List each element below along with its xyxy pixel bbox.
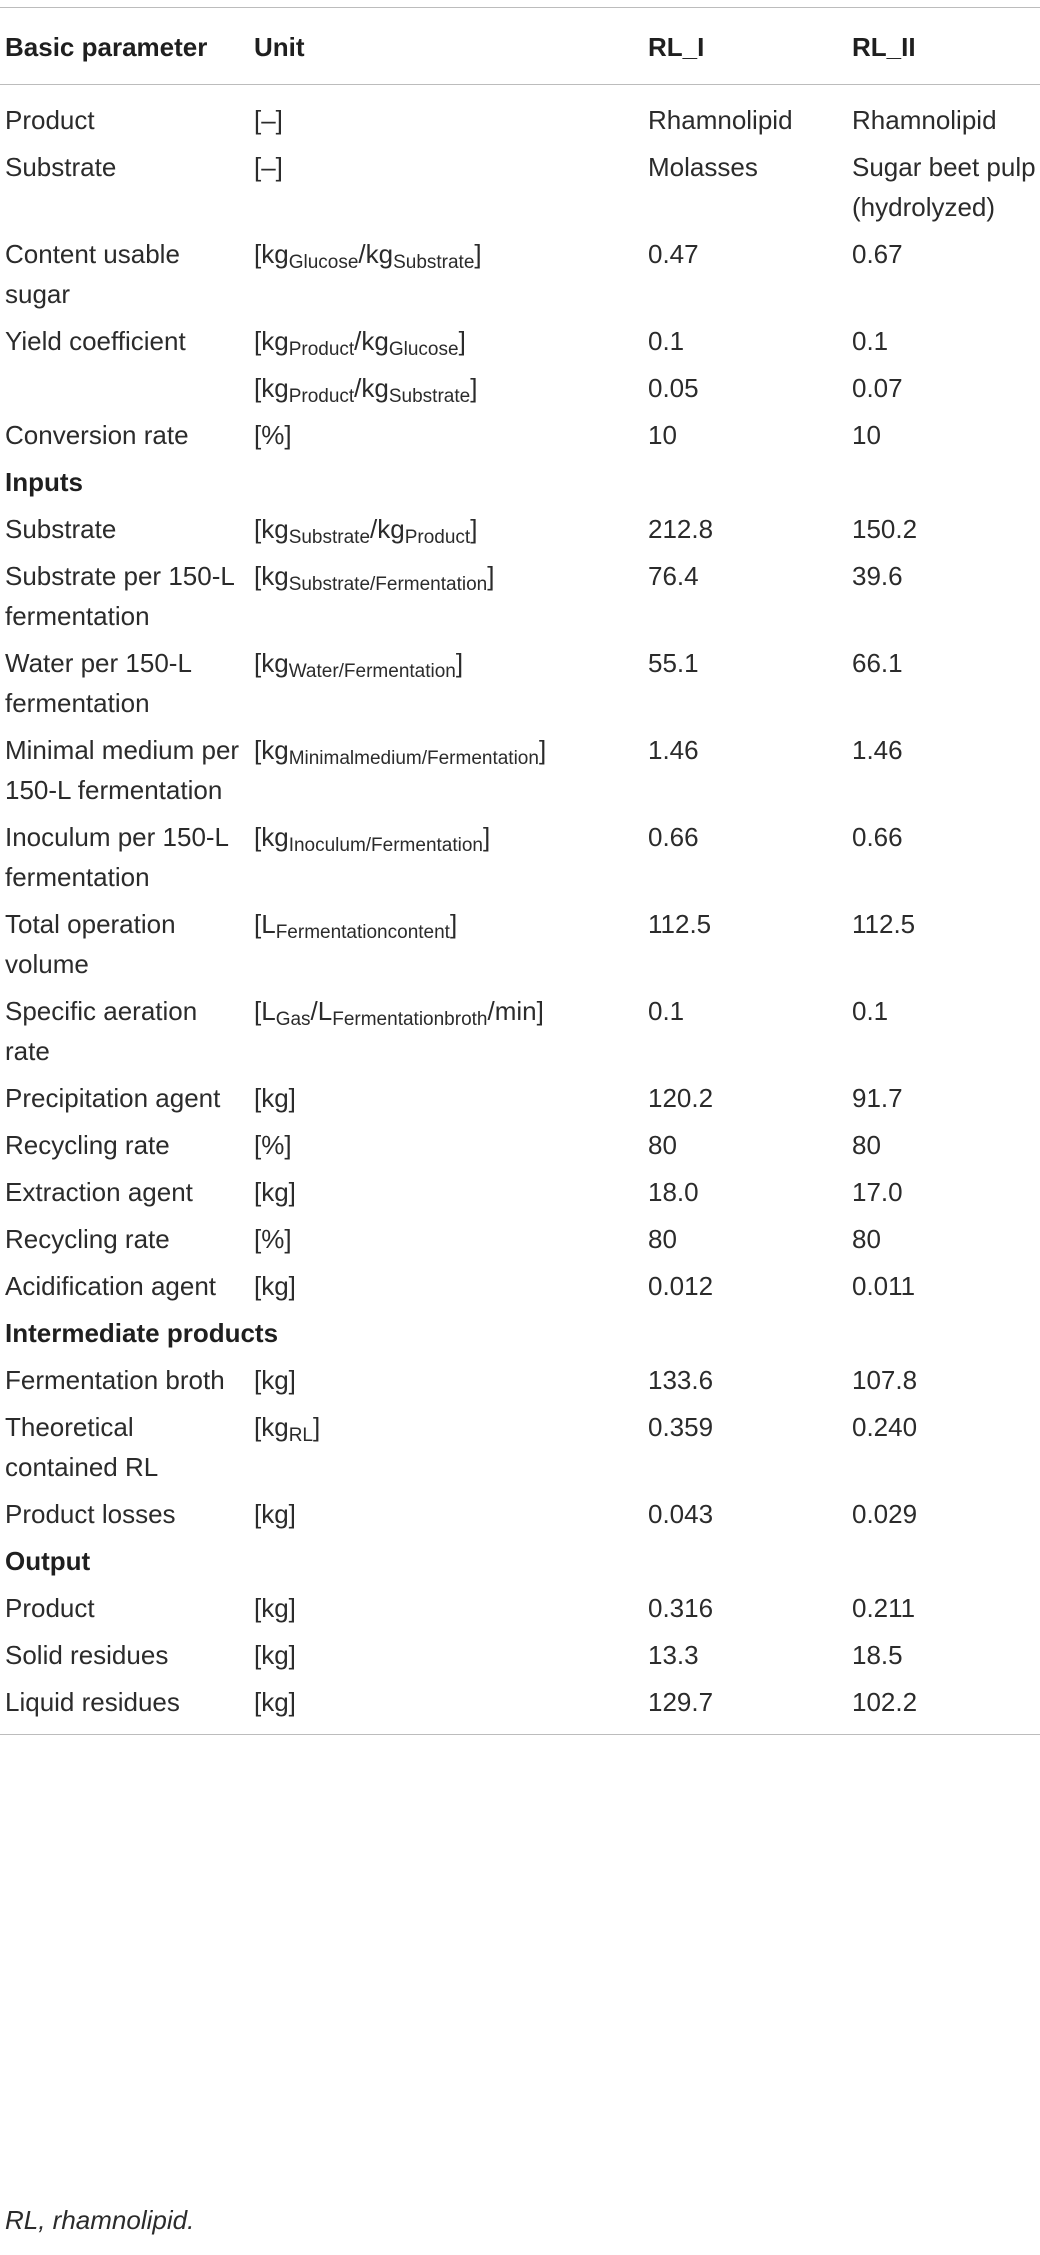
unit-cell xyxy=(254,817,648,904)
unit-cell xyxy=(254,509,648,556)
rl-i-value-cell: 0.66 xyxy=(648,822,699,852)
unit-text: [kg xyxy=(254,735,289,765)
parameter-cell: Product losses xyxy=(5,1499,176,1529)
table-footnote: RL, rhamnolipid. xyxy=(5,2205,195,2235)
unit-subscript: Glucose xyxy=(288,252,359,273)
unit-text: [kg] xyxy=(254,1177,296,1207)
table-row xyxy=(0,904,1040,991)
parameter-cell: Fermentation broth xyxy=(5,1365,225,1395)
unit-cell xyxy=(254,1078,648,1125)
unit-subscript: Fermentationbroth xyxy=(332,1009,488,1030)
table-row xyxy=(0,1588,1040,1635)
rl-i-value-cell: 0.316 xyxy=(648,1593,714,1623)
table-row xyxy=(0,1360,1040,1407)
parameter-cell: Minimal medium per 150-L fermentation xyxy=(5,735,240,805)
rl-i-value-cell: 80 xyxy=(648,1224,677,1254)
unit-text: [kg xyxy=(254,326,289,356)
unit-text: [kg] xyxy=(254,1365,296,1395)
rl-i-value-cell: Rhamnolipid xyxy=(648,105,793,135)
rl-i-value-cell: 0.1 xyxy=(648,326,685,356)
parameter-cell: Theoretical contained RL xyxy=(5,1412,159,1482)
rl-i-value-cell: 120.2 xyxy=(648,1083,714,1113)
unit-text: ] xyxy=(487,561,495,591)
parameter-cell: Extraction agent xyxy=(5,1177,193,1207)
rl-i-value-cell: 129.7 xyxy=(648,1687,714,1717)
rl-ii-value-cell: 39.6 xyxy=(852,561,903,591)
rl-i-value-cell: 0.043 xyxy=(648,1499,714,1529)
rl-ii-value-cell: 10 xyxy=(852,420,881,450)
unit-cell xyxy=(254,556,648,643)
unit-text: [%] xyxy=(254,1130,292,1160)
parameter-cell: Solid residues xyxy=(5,1640,169,1670)
unit-text: [kg] xyxy=(254,1593,296,1623)
unit-text: [kg xyxy=(254,1412,289,1442)
unit-text: [%] xyxy=(254,1224,292,1254)
unit-cell xyxy=(254,1172,648,1219)
unit-cell xyxy=(254,234,648,321)
parameter-cell: Conversion rate xyxy=(5,420,189,450)
unit-text: [L xyxy=(254,909,276,939)
unit-cell xyxy=(254,85,648,148)
parameter-cell: Substrate xyxy=(5,152,117,182)
unit-cell xyxy=(254,1635,648,1682)
unit-subscript: Substrate xyxy=(388,386,471,407)
table-row xyxy=(0,556,1040,643)
unit-text: [kg xyxy=(254,514,289,544)
unit-text: ] xyxy=(470,514,478,544)
table-row xyxy=(0,1125,1040,1172)
section-heading: Inputs xyxy=(5,467,83,497)
unit-text: [kg] xyxy=(254,1499,296,1529)
unit-subscript: Fermentationcontent xyxy=(275,922,450,943)
table-row xyxy=(0,1635,1040,1682)
parameter-cell: Yield coefficient xyxy=(5,326,186,356)
table-row xyxy=(0,1494,1040,1541)
rl-i-value-cell: 0.359 xyxy=(648,1412,714,1442)
unit-text: ] xyxy=(538,735,547,765)
unit-cell xyxy=(254,147,648,234)
parameter-cell: Substrate xyxy=(5,514,117,544)
parameter-cell: Product xyxy=(5,1593,95,1623)
rl-ii-value-cell: 0.07 xyxy=(852,373,903,403)
rl-ii-value-cell: 107.8 xyxy=(852,1365,918,1395)
parameter-cell: Recycling rate xyxy=(5,1224,170,1254)
table-row xyxy=(0,509,1040,556)
rl-i-value-cell: 0.1 xyxy=(648,996,685,1026)
unit-text: /L xyxy=(310,996,333,1026)
parameter-cell: Recycling rate xyxy=(5,1130,170,1160)
unit-text: [kg] xyxy=(254,1083,296,1113)
section-row xyxy=(0,1313,1040,1360)
table-row xyxy=(0,1682,1040,1735)
unit-cell xyxy=(254,730,648,817)
table-row xyxy=(0,368,1040,415)
rl-i-value-cell: 0.012 xyxy=(648,1271,714,1301)
section-row xyxy=(0,1541,1040,1588)
rl-ii-value-cell: Rhamnolipid xyxy=(852,105,997,135)
rl-ii-value-cell: 1.46 xyxy=(852,735,903,765)
unit-text: [kg] xyxy=(254,1271,296,1301)
rl-i-value-cell: 18.0 xyxy=(648,1177,699,1207)
rl-i-value-cell: 112.5 xyxy=(648,909,712,939)
rl-i-value-cell: 13.3 xyxy=(648,1640,699,1670)
unit-text: [kg] xyxy=(254,1687,296,1717)
unit-text: [–] xyxy=(254,152,283,182)
unit-cell xyxy=(254,1360,648,1407)
unit-text: [–] xyxy=(254,105,283,135)
unit-subscript: Substrate xyxy=(393,252,475,273)
unit-text: /kg xyxy=(370,514,405,544)
table-row xyxy=(0,1078,1040,1125)
parameter-cell: Precipitation agent xyxy=(5,1083,221,1113)
unit-cell xyxy=(254,991,648,1078)
unit-text: ] xyxy=(474,239,482,269)
rl-ii-value-cell: 0.011 xyxy=(852,1271,916,1301)
parameter-cell: Substrate per 150-L fermentation xyxy=(5,561,234,631)
rl-ii-value-cell: 0.211 xyxy=(852,1593,916,1623)
section-row xyxy=(0,462,1040,509)
rl-ii-value-cell: 0.66 xyxy=(852,822,903,852)
rl-ii-value-cell: 66.1 xyxy=(852,648,903,678)
unit-cell xyxy=(254,1494,648,1541)
rl-ii-value-cell: 0.1 xyxy=(852,996,889,1026)
unit-text: ] xyxy=(483,822,491,852)
unit-subscript: Inoculum/Fermentation xyxy=(288,835,484,856)
unit-cell xyxy=(254,368,648,415)
header-unit: Unit xyxy=(254,32,305,62)
unit-subscript: Product xyxy=(288,339,355,360)
unit-text: [L xyxy=(254,996,276,1026)
rl-ii-value-cell: 80 xyxy=(852,1224,881,1254)
unit-text: /kg xyxy=(358,239,394,269)
unit-subscript: Water/Fermentation xyxy=(288,661,456,682)
rl-i-value-cell: 1.46 xyxy=(648,735,699,765)
table-header xyxy=(0,8,1040,85)
rl-i-value-cell: 212.8 xyxy=(648,514,714,544)
table-row xyxy=(0,1407,1040,1494)
unit-cell xyxy=(254,321,648,368)
unit-text: [kg] xyxy=(254,1640,296,1670)
table-row xyxy=(0,1172,1040,1219)
header-rl-i: RL_I xyxy=(648,32,705,62)
table-row xyxy=(0,817,1040,904)
unit-text: ] xyxy=(458,326,466,356)
unit-text: /kg xyxy=(354,326,389,356)
unit-subscript: Substrate xyxy=(288,527,371,548)
unit-subscript: Product xyxy=(288,386,355,407)
section-heading: Output xyxy=(5,1546,91,1576)
table-row xyxy=(0,321,1040,368)
table-row xyxy=(0,234,1040,321)
unit-text: [kg xyxy=(254,373,289,403)
unit-cell xyxy=(254,1219,648,1266)
unit-subscript: Gas xyxy=(275,1009,311,1030)
table-row xyxy=(0,147,1040,234)
table-row xyxy=(0,730,1040,817)
parameter-table xyxy=(0,7,1040,1735)
table-body xyxy=(0,85,1040,1735)
parameter-cell: Acidification agent xyxy=(5,1271,217,1301)
rl-ii-value-cell: 0.1 xyxy=(852,326,889,356)
rl-ii-value-cell: 17.0 xyxy=(852,1177,903,1207)
parameter-cell: Liquid residues xyxy=(5,1687,180,1717)
rl-ii-value-cell: 150.2 xyxy=(852,514,918,544)
rl-ii-value-cell: 0.240 xyxy=(852,1412,918,1442)
section-heading: Intermediate products xyxy=(5,1318,279,1348)
unit-text: ] xyxy=(455,648,464,678)
parameter-cell: Content usable sugar xyxy=(5,239,180,309)
table-row xyxy=(0,991,1040,1078)
unit-cell xyxy=(254,643,648,730)
unit-text: [kg xyxy=(254,648,289,678)
table-row xyxy=(0,1219,1040,1266)
table-row xyxy=(0,643,1040,730)
unit-subscript: Product xyxy=(404,527,471,548)
rl-ii-value-cell: 0.67 xyxy=(852,239,903,269)
unit-text: [kg xyxy=(254,561,289,591)
parameter-cell: Total operation volume xyxy=(5,909,176,979)
table-row xyxy=(0,1266,1040,1313)
rl-i-value-cell: 76.4 xyxy=(648,561,699,591)
unit-cell xyxy=(254,1125,648,1172)
unit-subscript: Glucose xyxy=(388,339,459,360)
rl-i-value-cell: 0.47 xyxy=(648,239,699,269)
unit-text: ] xyxy=(449,909,458,939)
unit-text: [kg xyxy=(254,822,289,852)
unit-cell xyxy=(254,1682,648,1735)
rl-i-value-cell: 55.1 xyxy=(648,648,699,678)
header-row xyxy=(0,8,1040,85)
unit-text: /min] xyxy=(487,996,544,1026)
unit-cell xyxy=(254,904,648,991)
parameter-cell: Specific aeration rate xyxy=(5,996,198,1066)
rl-i-value-cell: 133.6 xyxy=(648,1365,714,1395)
rl-i-value-cell: Molasses xyxy=(648,152,758,182)
rl-ii-value-cell: 80 xyxy=(852,1130,881,1160)
parameter-cell: Product xyxy=(5,105,95,135)
header-basic-parameter: Basic parameter xyxy=(5,32,208,62)
unit-text: /kg xyxy=(354,373,389,403)
unit-cell xyxy=(254,415,648,462)
table-row xyxy=(0,85,1040,148)
unit-cell xyxy=(254,1588,648,1635)
parameter-cell: Water per 150-L fermentation xyxy=(5,648,191,718)
rl-i-value-cell: 0.05 xyxy=(648,373,699,403)
parameter-cell xyxy=(0,368,254,415)
unit-subscript: RL xyxy=(288,1425,313,1446)
unit-subscript: Substrate/Fermentation xyxy=(288,574,488,595)
unit-text: [%] xyxy=(254,420,292,450)
parameter-cell: Inoculum per 150-L fermentation xyxy=(5,822,229,892)
table-row xyxy=(0,415,1040,462)
rl-i-value-cell: 10 xyxy=(648,420,677,450)
header-rl-ii: RL_II xyxy=(852,32,916,62)
unit-cell xyxy=(254,1266,648,1313)
unit-subscript: Minimalmedium/Fermentation xyxy=(288,748,539,769)
rl-ii-value-cell: 18.5 xyxy=(852,1640,903,1670)
unit-cell xyxy=(254,1407,648,1494)
unit-text: ] xyxy=(470,373,478,403)
rl-i-value-cell: 80 xyxy=(648,1130,677,1160)
rl-ii-value-cell: 102.2 xyxy=(852,1687,918,1717)
rl-ii-value-cell: Sugar beet pulp (hydrolyzed) xyxy=(852,152,1036,222)
unit-text: ] xyxy=(312,1412,321,1442)
rl-ii-value-cell: 0.029 xyxy=(852,1499,918,1529)
rl-ii-value-cell: 112.5 xyxy=(852,909,916,939)
rl-ii-value-cell: 91.7 xyxy=(852,1083,903,1113)
unit-text: [kg xyxy=(254,239,289,269)
